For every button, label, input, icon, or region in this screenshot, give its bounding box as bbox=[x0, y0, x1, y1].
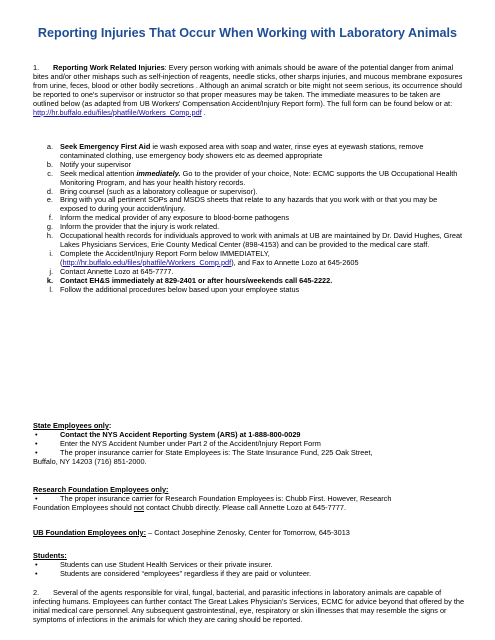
list-marker: c. bbox=[47, 168, 53, 178]
research-text-1: The proper insurance carrier for Research Foundation Employees is: Chubb First. However, Research bbox=[60, 493, 392, 503]
list-marker: l. bbox=[49, 284, 53, 294]
bullet-icon: • bbox=[35, 493, 38, 503]
list-item bbox=[33, 196, 465, 214]
ub-foundation-section bbox=[33, 529, 465, 538]
list-marker: i. bbox=[49, 248, 53, 258]
list-marker: e. bbox=[46, 195, 53, 205]
step-text: Occupational health records for individuals approved to work with animals at UB are maintained by Dr. David Hughes, Great Lakes Physicians Services, Erie County Medical Center (898-4153) and can be provided to the medical care staff. bbox=[60, 231, 463, 249]
procedure-list bbox=[33, 143, 465, 294]
paragraph-number: 2. bbox=[33, 588, 40, 597]
paragraph-2 bbox=[33, 589, 465, 625]
step-text: ie wash exposed area with soap and water, rinse eyes at eyewash stations, remove contaminated clothing, use emergency body showers etc as deemed appropriate bbox=[60, 142, 424, 160]
state-heading-colon: : bbox=[108, 421, 112, 430]
page-title: Reporting Injuries That Occur When Working with Laboratory Animals bbox=[37, 26, 458, 40]
workers-comp-link[interactable]: http://hr.buffalo.edu/files/phatfile/Workers_Comp.pdf bbox=[33, 107, 202, 117]
research-foundation-section bbox=[33, 486, 465, 513]
list-item bbox=[33, 143, 465, 161]
step-text: Go to the provider of your choice, Note: ECMC supports the UB Occupational Health Monitoring Program, and has your health history records. bbox=[60, 168, 458, 187]
intro-text: : Every person working with animals should be aware of the potential danger from animal bites and/or other mishaps such as self-injection of reagents, needle sticks, other sharps injuries, and mucous membrane exposures from urine, feces, blood or other bodily secretions . Although an animal scratch or bite might not seem serious, its occurrence should be reported to one's supervisor or instructor so that proper measures may be taken. The immediate measures to be taken are outlined below (as adapted from UB Workers' Compensation Accident/Injury Report form). The full form can be found below or at: bbox=[33, 63, 463, 108]
list-marker: f. bbox=[48, 213, 53, 223]
intro-end: . bbox=[201, 107, 206, 117]
state-employees-section bbox=[33, 422, 465, 467]
list-item bbox=[33, 232, 465, 250]
ubf-text: – Contact Josephine Zenosky, Center for Tomorrow, 645-3013 bbox=[146, 528, 350, 537]
step-pre: Seek medical attention bbox=[60, 168, 137, 178]
research-not: not bbox=[133, 502, 145, 512]
list-marker: k. bbox=[46, 275, 53, 285]
state-bullet-1: Contact the NYS Accident Reporting System (ARS) at 1-888-800-0029 bbox=[60, 429, 301, 439]
list-item bbox=[33, 286, 465, 295]
step-text: Contact Annette Lozo at 645-7777. bbox=[60, 266, 174, 276]
paragraph-number: 1. bbox=[33, 63, 40, 72]
state-bullet-2: Enter the NYS Accident Number under Part 2 of the Accident/Injury Report Form bbox=[60, 438, 321, 448]
bullet-icon: • bbox=[35, 568, 38, 578]
bullet-icon: • bbox=[35, 447, 38, 457]
research-text-2b: contact Chubb directly. Please call Annette Lozo at 645-7777. bbox=[144, 502, 347, 512]
list-marker: j. bbox=[49, 266, 53, 276]
students-bullet-2: Students are considered “employees” regardless if they are paid or volunteer. bbox=[60, 568, 312, 578]
list-marker: b. bbox=[46, 159, 53, 169]
step-bold-line: Contact EH&S immediately at 829-2401 or after hours/weekends call 645-2222. bbox=[60, 275, 333, 285]
state-bullet-3-cont: Buffalo, NY 14203 (716) 851-2000. bbox=[33, 456, 147, 466]
bullet-icon: • bbox=[35, 429, 38, 439]
bullet-icon: • bbox=[35, 559, 38, 569]
intro-heading: Reporting Work Related Injuries bbox=[53, 63, 165, 72]
step-text: Inform the provider that the injury is work related. bbox=[60, 222, 220, 232]
step-post: , and Fax to Annette Lozo at 645-2605 bbox=[233, 257, 359, 267]
state-heading: State Employees only bbox=[33, 421, 109, 430]
state-bullet-3: The proper insurance carrier for State Employees is: The State Insurance Fund, 225 Oak Street, bbox=[60, 447, 373, 457]
students-bullet-1: Students can use Student Health Services or their private insurer. bbox=[60, 559, 273, 569]
list-marker: a. bbox=[46, 142, 53, 151]
paragraph-2-text: Several of the agents responsible for viral, fungal, bacterial, and parasitic infections in laboratory animals are capable of infecting humans. Employees can further contact The Great Lakes Physician’s Services, ECMC for advice beyond that offered by the initial medical care personnel. Any subsequent gastrointestinal, eye, respiratory or skin illnesses that may resemble the signs or symptoms of infections in the animals for which they are caring should be reported. bbox=[33, 588, 465, 624]
research-heading: Research Foundation Employees only: bbox=[33, 485, 169, 494]
intro-paragraph bbox=[33, 64, 465, 117]
list-item: i. Complete the Accident/Injury Report Form below IMMEDIATELY, (http://hr.buffalo.edu/files/phatfile/Workers_Comp.pdf), and Fax to Annette Lozo at 645-2605 bbox=[33, 250, 465, 268]
step-bold: Seek Emergency First Aid bbox=[60, 142, 151, 151]
report-form-link[interactable]: http://hr.buffalo.edu/files/phatfile/Workers_Comp.pdf bbox=[62, 257, 232, 267]
step-text: Inform the medical provider of any exposure to blood-borne pathogens bbox=[60, 213, 290, 223]
research-text-2a: Foundation Employees should bbox=[33, 502, 134, 512]
step-text: Notify your supervisor bbox=[60, 159, 132, 169]
step-text: Bring with you all pertinent SOPs and MSDS sheets that relate to any hazards that you work with or that you may be exposed to during your accident/injury. bbox=[60, 195, 438, 214]
students-heading: Students: bbox=[33, 551, 67, 560]
list-marker: d. bbox=[46, 186, 53, 196]
ubf-heading: UB Foundation Employees only: bbox=[33, 528, 147, 537]
step-text: Follow the additional procedures below based upon your employee status bbox=[60, 284, 300, 294]
list-item bbox=[33, 170, 465, 188]
students-section bbox=[33, 552, 465, 579]
list-marker: h. bbox=[46, 231, 53, 241]
bullet-icon: • bbox=[35, 438, 38, 448]
step-text: Complete the Accident/Injury Report Form below IMMEDIATELY, bbox=[60, 248, 270, 258]
list-marker: g. bbox=[46, 222, 53, 232]
step-emphasis: immediately. bbox=[136, 168, 181, 178]
step-text: Bring counsel (such as a laboratory colleague or supervisor). bbox=[60, 186, 258, 196]
